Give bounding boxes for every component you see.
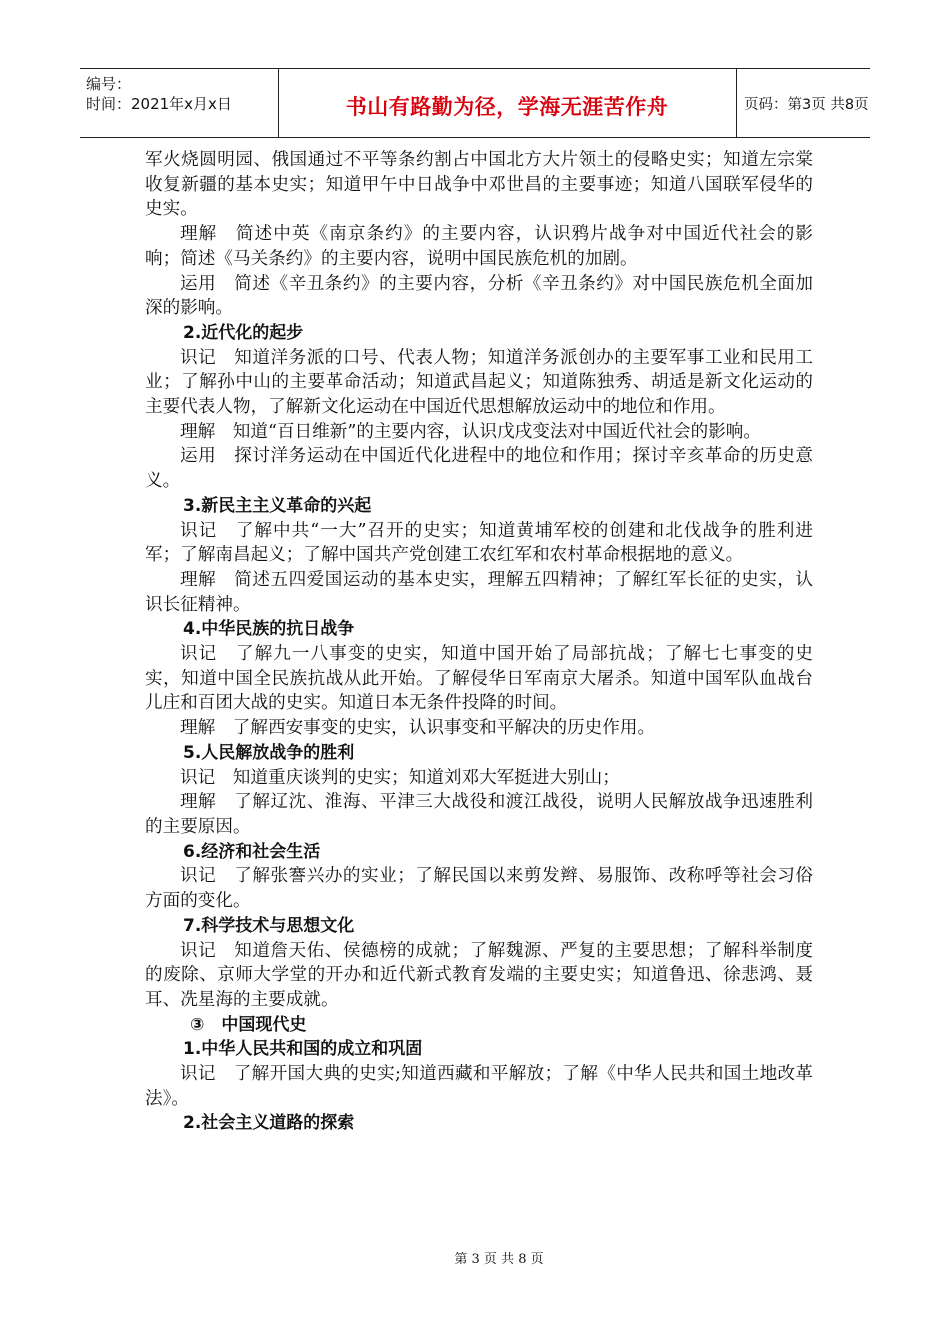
- paragraph: 运用 探讨洋务运动在中国近代化进程中的地位和作用；探讨辛亥革命的历史意义。: [145, 446, 813, 492]
- chapter-heading: ③ 中国现代史: [190, 1014, 307, 1035]
- paragraph: 理解 了解辽沈、淮海、平津三大战役和渡江战役，说明人民解放战争迅速胜利的主要原因。: [145, 792, 813, 837]
- section-heading: 4.中华民族的抗日战争: [183, 619, 355, 640]
- section-heading: 3.新民主主义革命的兴起: [183, 495, 372, 516]
- page-header: [80, 68, 870, 138]
- paragraph: 军火烧圆明园、俄国通过不平等条约割占中国北方大片领土的侵略史实；知道左宗棠收复新疆的基本史实；知道甲午中日战争中邓世昌的主要事迹；知道八国联军侵华的史实。: [145, 150, 813, 220]
- header-motto-cell: [278, 69, 737, 137]
- paragraph: 运用 简述《辛丑条约》的主要内容，分析《辛丑条约》对中国民族危机全面加深的影响。: [145, 273, 813, 319]
- section-heading: 6.经济和社会生活: [183, 841, 321, 862]
- paragraph: 识记 了解九一八事变的史实，知道中国开始了局部抗战；了解七七事变的史实，知道中国全民族抗战从此开始。了解侵华日军南京大屠杀。知道中国军队血战台儿庄和百团大战的史实。知道日本无条件投降的时间。: [145, 644, 813, 714]
- paragraph: 识记 知道詹天佑、侯德榜的成就；了解魏源、严复的主要思想；了解科举制度的废除、京师大学堂的开办和近代新式教育发端的主要史实；知道鲁迅、徐悲鸿、聂耳、冼星海的主要成就。: [145, 940, 813, 1010]
- paragraph: 识记 知道重庆谈判的史实；知道刘邓大军挺进大别山；: [180, 767, 620, 788]
- section-heading: 2.近代化的起步: [183, 322, 304, 343]
- paragraph: 识记 知道洋务派的口号、代表人物；知道洋务派创办的主要军事工业和民用工业；了解孙中山的主要革命活动；知道武昌起义；知道陈独秀、胡适是新文化运动的主要代表人物，了解新文化运动在中国近代思想解放运动中的地位和作用。: [145, 347, 813, 418]
- section-heading: 1.中华人民共和国的成立和巩固: [183, 1039, 423, 1060]
- paragraph: 识记 了解张謇兴办的实业；了解民国以来剪发辫、易服饰、改称呼等社会习俗方面的变化。: [145, 866, 813, 912]
- paragraph: 理解 简述五四爱国运动的基本史实，理解五四精神；了解红军长征的史实，认识长征精神。: [145, 569, 813, 615]
- header-motto: 书山有路勤为径，学海无涯苦作舟: [345, 95, 669, 119]
- header-page-number: 页码：第3页 共8页: [744, 97, 869, 113]
- header-meta-cell: [80, 69, 279, 137]
- document-number-label: 编号：: [86, 75, 132, 93]
- paragraph: 理解 知道“百日维新”的主要内容，认识戊戌变法对中国近代社会的影响。: [180, 421, 761, 442]
- document-body: [145, 148, 813, 1136]
- page-footer: 第 3 页 共 8 页: [454, 1252, 544, 1267]
- section-heading: 5.人民解放战争的胜利: [183, 742, 355, 763]
- paragraph: 理解 了解西安事变的史实，认识事变和平解决的历史作用。: [180, 718, 656, 739]
- paragraph: 识记 了解中共“一大”召开的史实；知道黄埔军校的创建和北伐战争的胜利进军；了解南昌起义；了解中国共产党创建工农红军和农村革命根据地的意义。: [145, 520, 813, 566]
- paragraph: 理解 简述中英《南京条约》的主要内容，认识鸦片战争对中国近代社会的影响；简述《马关条约》的主要内容，说明中国民族危机的加剧。: [145, 224, 813, 269]
- header-page-cell: [736, 69, 870, 137]
- section-heading: 7.科学技术与思想文化: [183, 915, 355, 936]
- paragraph: 识记 了解开国大典的史实;知道西藏和平解放；了解《中华人民共和国土地改革法》。: [145, 1064, 813, 1109]
- section-heading: 2.社会主义道路的探索: [183, 1113, 355, 1134]
- document-date-label: 时间：2021年x月x日: [86, 95, 232, 113]
